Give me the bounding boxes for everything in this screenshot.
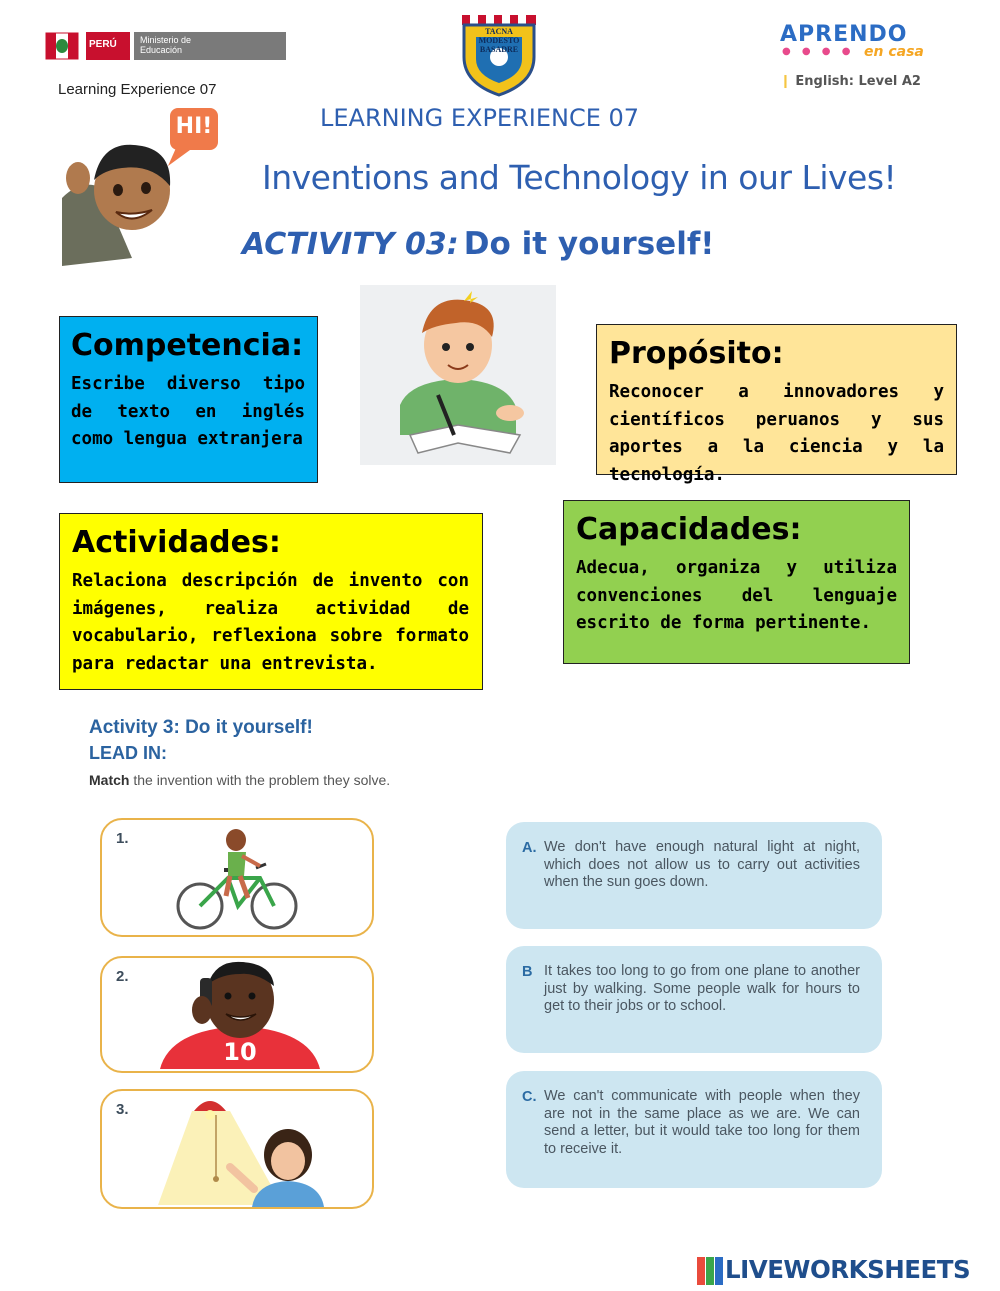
level-marker: ❙ — [780, 74, 796, 89]
aprendo-dots: ● ● ● ● — [782, 46, 855, 57]
instruction — [89, 772, 390, 788]
competencia-text: Escribe diverso tipo de texto en inglés como lengua extranjera — [71, 374, 305, 449]
phone-boy-illustration — [156, 960, 324, 1069]
proposito-title: Propósito: — [609, 336, 784, 371]
peru-coat-of-arms-icon — [42, 30, 82, 62]
invention-number: 2. — [116, 968, 129, 985]
capacidades-text: Adecua, organiza y utiliza convenciones del lenguaje escrito de forma pertinente. — [576, 558, 897, 633]
proposito-text: Reconocer a innovadores y científicos peruanos y sus aportes a la ciencia y la tecnología. — [609, 382, 944, 485]
problem-letter: B — [522, 964, 533, 980]
aprendo-en-casa-logo — [780, 22, 960, 62]
level-label — [780, 74, 921, 89]
problem-bubble-b[interactable] — [506, 946, 882, 1053]
activity-title — [242, 226, 714, 262]
invention-number: 3. — [116, 1101, 129, 1118]
activity-prefix: ACTIVITY 03: — [242, 227, 459, 262]
problem-text: We can't communicate with people when they are not in the same place as we are. We can send a letter, but it would take too long for them to receive it. — [544, 1088, 860, 1157]
invention-number: 1. — [116, 830, 129, 847]
lead-in-label: LEAD IN: — [89, 743, 167, 763]
problem-text: It takes too long to go from one plane to another just by walking. Some people walk for hours to get to their jobs or to school. — [544, 963, 860, 1014]
problem-letter: A. — [522, 840, 537, 856]
instruction-bold: Match — [89, 772, 130, 788]
page-subtitle: Inventions and Technology in our Lives! — [262, 158, 897, 197]
shirt-number: 10 — [223, 1038, 257, 1066]
actividades-box — [59, 513, 483, 690]
invention-card-1[interactable] — [100, 818, 374, 937]
problem-bubble-c[interactable] — [506, 1071, 882, 1188]
greeting-bubble-text: HI! — [175, 114, 213, 139]
ministry-top: PERÚ — [89, 39, 117, 50]
learning-experience-small-label: Learning Experience 07 — [58, 81, 217, 98]
problem-bubble-a[interactable] — [506, 822, 882, 929]
actividades-text: Relaciona descripción de invento con imágenes, realiza actividad de vocabulario, reflexiona sobre formato para redactar una entrevista. — [72, 571, 469, 674]
competencia-title: Competencia: — [71, 328, 304, 363]
activity-heading: Activity 3: Do it yourself! — [89, 717, 313, 738]
problem-text: We don't have enough natural light at night, which does not allow us to carry out activities when the sun goes down. — [544, 839, 860, 890]
activity-name: Do it yourself! — [463, 226, 715, 262]
aprendo-title: APRENDO — [780, 22, 908, 47]
invention-card-2[interactable] — [100, 956, 374, 1073]
ministry-logo — [42, 30, 286, 62]
waving-boy-illustration — [62, 108, 232, 268]
proposito-box — [596, 324, 957, 485]
brand-name: LIVEWORKSHEETS — [725, 1255, 971, 1284]
experience-title: LEARNING EXPERIENCE 07 — [320, 104, 640, 132]
aprendo-subtitle: en casa — [864, 44, 924, 60]
light-bulb-icon — [132, 1091, 362, 1207]
school-badge — [460, 15, 538, 97]
school-badge-text: TACNA MODESTO BASADRE — [478, 27, 520, 54]
instruction-rest: the invention with the problem they solve. — [129, 772, 391, 788]
capacidades-box — [563, 500, 910, 664]
level-label-text: English: Level A2 — [795, 74, 921, 89]
liveworksheets-icon — [697, 1257, 723, 1285]
ministry-name: Ministerio de Educación — [140, 35, 192, 55]
capacidades-title: Capacidades: — [576, 512, 802, 547]
writing-boy-illustration — [360, 285, 556, 465]
invention-card-3[interactable] — [100, 1089, 374, 1209]
liveworksheets-logo — [697, 1255, 997, 1285]
writing-boy-icon — [360, 285, 556, 465]
actividades-title: Actividades: — [72, 525, 281, 560]
competencia-box — [59, 316, 318, 483]
problem-letter: C. — [522, 1089, 537, 1105]
bicycle-icon — [168, 822, 308, 934]
